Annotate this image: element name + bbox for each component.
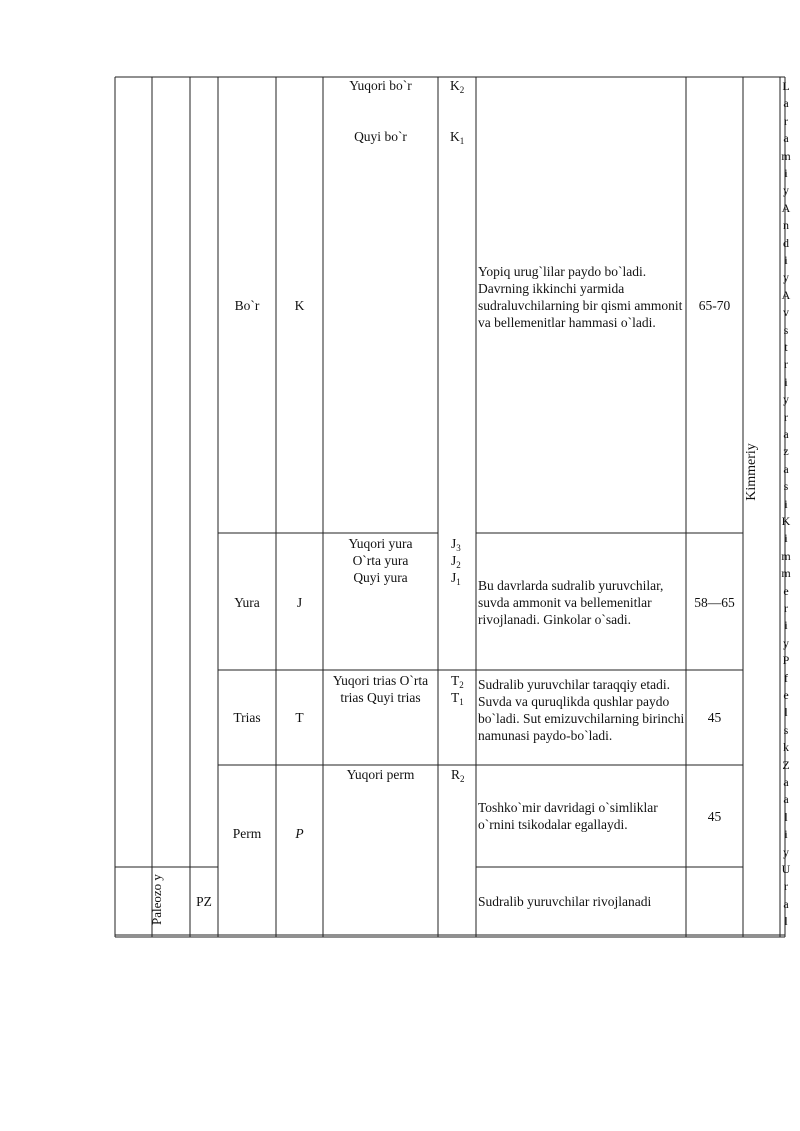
period-index: P — [295, 826, 304, 841]
right-column-letter: m — [781, 566, 791, 581]
right-column-letter: y — [783, 635, 789, 650]
era-code: PZ — [196, 894, 212, 909]
right-column-letter: y — [783, 844, 789, 859]
period-duration: 65-70 — [698, 298, 731, 313]
epoch-upper-perm: Yuqori perm — [346, 767, 415, 782]
right-column-letter: i — [784, 827, 788, 842]
right-column-letter: U — [781, 862, 791, 876]
right-column-letter: t — [784, 340, 788, 354]
right-column-letter: v — [783, 305, 789, 320]
right-column-letter: a — [783, 775, 789, 789]
period-description: Sudralib yuruvchilar taraqqiy etadi. Suvda va quruqlikda qushlar paydo bo`ladi. Sut emizuvchilarning birinchi namunasi paydo-bo`ladi. — [478, 677, 685, 743]
epoch-trias-line1: Yuqori trias O`rta — [332, 673, 429, 688]
right-column-letter: a — [783, 96, 789, 111]
era-name-paleozoy: Paleozo y — [149, 874, 164, 925]
period-index: K — [294, 298, 305, 313]
right-column-letter: z — [783, 444, 789, 459]
period-description: Bu davrlarda sudralib yuruvchilar, suvda ammonit va bellemenitlar rivojlanadi. Ginkolar o`sadi. — [478, 578, 664, 627]
right-column-letter: i — [784, 166, 788, 180]
period-name: Trias — [233, 710, 261, 725]
epoch-code-t1: $T_1$ — [451, 690, 464, 707]
epoch-trias-line2: trias Quyi trias — [340, 690, 421, 705]
right-column-letter: a — [783, 131, 789, 146]
right-column-letter: f — [784, 670, 788, 685]
right-column-letter: y — [783, 270, 789, 285]
right-column-letter: s — [783, 479, 789, 494]
period-index: T — [295, 710, 304, 725]
right-column-letter: l — [784, 705, 788, 720]
epoch-code-j2: $J_2$ — [451, 553, 461, 570]
right-column-letter: Z — [782, 757, 790, 772]
right-column-letter: k — [783, 740, 789, 755]
right-column-letter: r — [784, 113, 788, 128]
right-column-letter: P — [782, 653, 790, 668]
right-column-letter: a — [783, 461, 789, 476]
right-column-letter: r — [784, 409, 788, 424]
epoch-code-r2: $R_2$ — [451, 767, 465, 784]
right-column-letter: s — [783, 322, 789, 337]
right-column-letter: l — [784, 809, 788, 824]
period-description: Toshko`mir davridagi o`simliklar o`rnini tsikodalar egallaydi. — [478, 800, 658, 832]
right-column-letter: e — [783, 583, 789, 598]
folding-kimmeriy: Kimmeriy — [744, 443, 759, 501]
right-column-letter: y — [783, 183, 789, 198]
era-description: Sudralib yuruvchilar rivojlanadi — [478, 894, 652, 909]
right-column-letter: d — [783, 235, 789, 250]
right-column-letter: l — [784, 914, 788, 929]
right-column-letter: m — [781, 148, 791, 163]
right-column-letter: A — [781, 287, 791, 302]
right-column-letter: A — [781, 200, 791, 215]
epoch-middle-yura: O`rta yura — [352, 553, 409, 568]
epoch-code-k1: $K_1$ — [450, 129, 465, 146]
epoch-code-j1: $J_1$ — [451, 570, 461, 587]
right-column-letter: r — [784, 357, 788, 372]
epoch-code-k2: $K_2$ — [450, 78, 465, 95]
right-column-letter: m — [781, 548, 791, 563]
right-column-letter: i — [784, 618, 788, 633]
right-column-letter: i — [784, 531, 788, 546]
period-name: Perm — [232, 826, 262, 841]
right-column-letter: i — [784, 253, 788, 267]
right-column-letter: e — [783, 688, 789, 702]
period-name: Bo`r — [234, 298, 260, 313]
period-index: J — [296, 595, 303, 610]
epoch-code-t2: $T_2$ — [451, 673, 464, 690]
epoch-upper-yura: Yuqori yura — [348, 536, 413, 551]
period-duration: 45 — [707, 809, 722, 824]
right-column-letter: K — [781, 514, 791, 528]
right-column-letter: s — [783, 722, 789, 737]
right-column-letter: i — [784, 374, 788, 389]
right-column-letter: n — [783, 218, 789, 233]
epoch-upper-bor: Yuqori bo`r — [349, 78, 412, 93]
right-column-letter: y — [783, 392, 789, 407]
right-column-letter: r — [784, 601, 788, 615]
epoch-lower-bor: Quyi bo`r — [354, 129, 407, 144]
right-column-letter: a — [783, 792, 789, 807]
period-name: Yura — [234, 595, 260, 610]
period-description: Yopiq urug`lilar paydo bo`ladi. Davrning ikkinchi yarmida sudraluvchilarning bir qismi ammonit va bellemenitlar hammasi o`ladi. — [478, 264, 683, 330]
right-column-letter: a — [783, 896, 789, 911]
right-column-letter: a — [783, 427, 789, 441]
epoch-code-j3: $J_3$ — [451, 536, 461, 553]
epoch-lower-yura: Quyi yura — [353, 570, 408, 585]
period-duration: 58—65 — [694, 595, 735, 610]
right-column-letter: i — [784, 496, 788, 511]
period-duration: 45 — [707, 710, 722, 725]
right-column-letter: L — [782, 79, 790, 93]
right-column-letter: r — [784, 879, 788, 894]
